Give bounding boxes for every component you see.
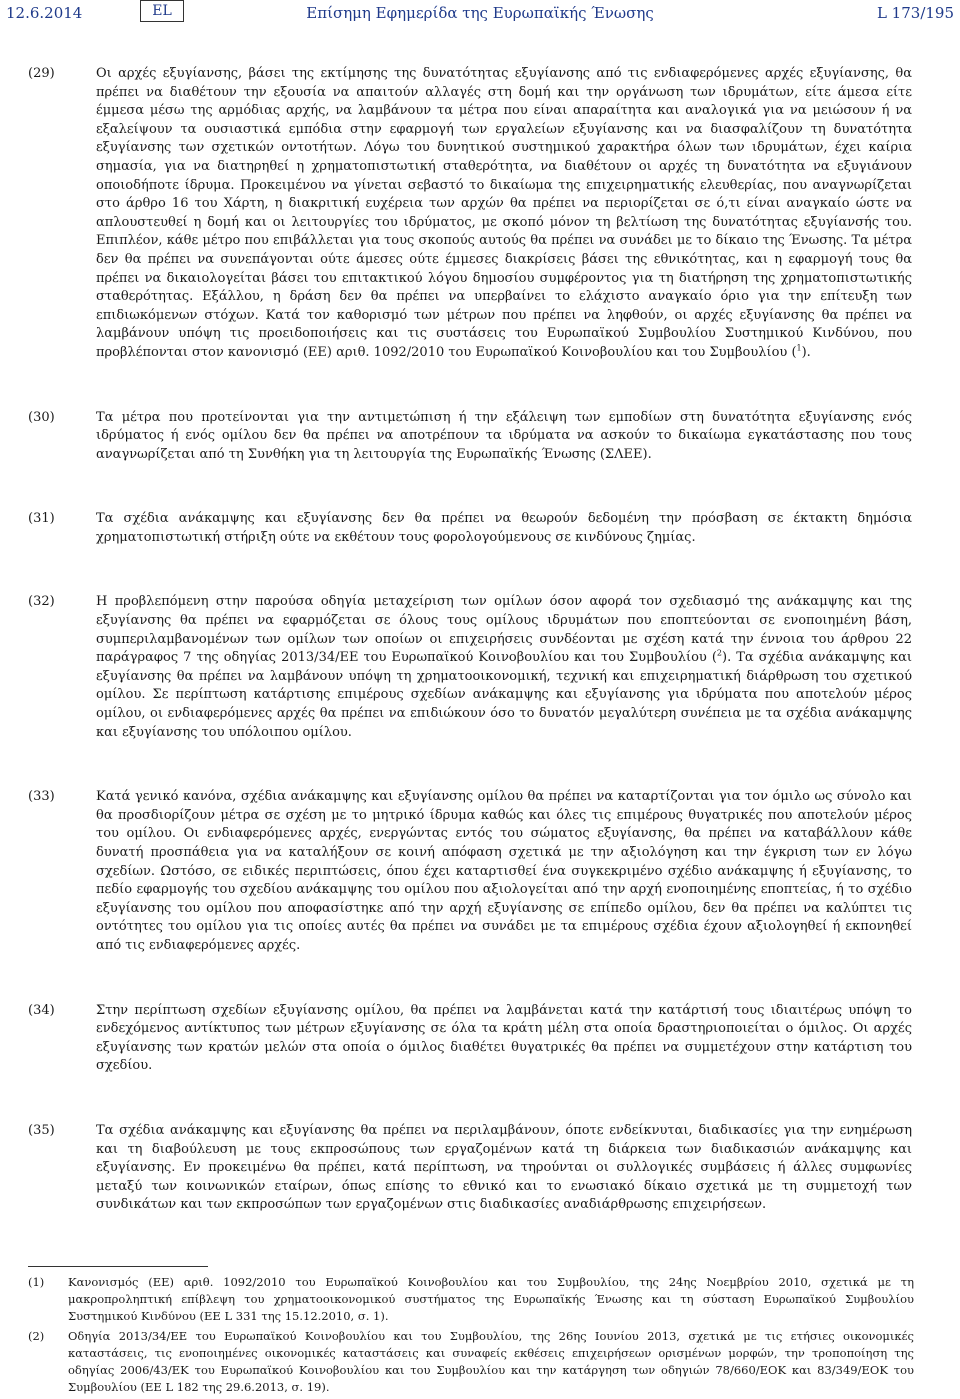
recital-33 [0, 788, 960, 955]
recital-text: Στην περίπτωση σχεδίων εξυγίανσης ομίλου, θα πρέπει να λαμβάνεται κατά την κατάρτισή τους ιδιαιτέρως υπόψη το ενδεχόμενος αντίκτυπος των μέτρων εξυγίανσης σε όλα τα κράτη μέλη στα οποία δραστηριοποιείται ο όμιλος. Οι αρχές εξυγίανσης των κρατών μελών στα οποία ο όμιλος διαθέτει θυγατρικές θα πρέπει να συμμετέχουν στην κατάρτιση του σχεδίου. [96, 1002, 912, 1074]
recital-text: Τα σχέδια ανάκαμψης και εξυγίανσης δεν θα πρέπει να θεωρούν δεδομένη την πρόσβαση σε έκτακτη δημόσια χρηματοπιστωτική στήριξη ούτε να εκθέτουν τους φορολογούμενους σε κινδύνους ζημίας. [96, 511, 912, 545]
recital-32 [0, 593, 960, 742]
recital-35 [0, 1122, 960, 1215]
publication-date: 12.6.2014 [6, 4, 83, 22]
recital-number: (32) [28, 594, 55, 610]
footnote-ref[interactable]: 2 [716, 648, 723, 658]
footnote-mark: (1) [28, 1275, 45, 1289]
journal-title: Επίσημη Εφημερίδα της Ευρωπαϊκής Ένωσης [306, 4, 654, 22]
page-header [0, 0, 960, 30]
recital-31 [0, 510, 960, 547]
recital-text: Η προβλεπόμενη στην παρούσα οδηγία μεταχείριση των ομίλων όσον αφορά τον σχεδιασμό της ανάκαμψης και της εξυγίανσης θα πρέπει να εφαρμόζεται σε όλους τους ομίλους ιδρυμάτων που εποπτεύονται σε ενοποιημένη βάση, συμπεριλαμβανομένων των ομίλων των οποίων οι επιχειρήσεις συνδέονται με σχέση κατά την έννοια του άρθρου 22 παράγραφος 7 της οδηγίας 2013/34/ΕΕ του Ευρωπαϊκού Κοινοβουλίου και του Συμβουλίου ($^2$). Τα σχέδια ανάκαμψης και εξυγίανσης θα πρέπει να λαμβάνουν υπόψη τη χρηματοοικονομική, τεχνική και επιχειρηματική διάρθρωση του σχετικού ομίλου. Σε περίπτωση κατάρτισης επιμέρους σχεδίων ανάκαμψης και εξυγίανσης για ιδρύματα που αποτελούν μέρος ομίλου, οι ενδιαφερόμενες αρχές θα πρέπει να επιδιώκουν όσο το δυνατόν μεγαλύτερη συνέπεια με τα σχέδια ανάκαμψης και εξυγίανσης του υπόλοιπου ομίλου. [96, 594, 912, 740]
recital-number: (35) [28, 1122, 55, 1138]
recital-30 [0, 409, 960, 465]
footnote-2 [28, 1328, 918, 1396]
recital-text: Τα σχέδια ανάκαμψης και εξυγίανσης θα πρέπει να περιλαμβάνουν, όποτε ενδείκνυται, διαδικασίες για την ενημέρωση και τη διαβούλευση με τους εκπροσώπους των εργαζομένων κατά τη διάρκεια των διαδικασιών ανάκαμψης και εξυγίανσης. Εν προκειμένω θα πρέπει, κατά περίπτωση, να τηρούνται οι συλλογικές συμβάσεις ή άλλες συμφωνίες μεταξύ των κοινωνικών εταίρων, όπως επίσης το εθνικό και το ενωσιακό δίκαιο σχετικά με τη συμμετοχή των συνδικάτων και των εκπροσώπων των εργαζομένων στις διαδικασίες αναδιάρθρωσης επιχειρήσεων. [96, 1122, 912, 1213]
language-code-box: EL [140, 0, 184, 22]
recital-number: (31) [28, 511, 55, 527]
recital-text: Τα μέτρα που προτείνονται για την αντιμετώπιση ή την εξάλειψη των εμποδίων στη δυνατότητα εξυγίανσης ενός ιδρύματος ή ενός ομίλου δεν θα πρέπει να αποτρέπουν τα ιδρύματα να ασκούν το δικαίωμα εγκατάστασης που τους αναγνωρίζεται από τη Συνθήκη για τη λειτουργία της Ευρωπαϊκής Ένωσης (ΣΛΕΕ). [96, 409, 912, 462]
recital-number: (34) [28, 1002, 55, 1018]
recital-number: (33) [28, 789, 55, 805]
footnote-1 [28, 1274, 918, 1325]
document-body [0, 65, 960, 1215]
recital-text: Κατά γενικό κανόνα, σχέδια ανάκαμψης και εξυγίανσης ομίλου θα πρέπει να καταρτίζονται για τον όμιλο ως σύνολο και θα προσδιορίζουν μέτρα σε σχέση με το μητρικό ίδρυμα καθώς και όλες τις επιμέρους θυγατρικές που αποτελούν μέρος του ομίλου. Οι ενδιαφερόμενες αρχές, ενεργώντας εντός του σώματος εξυγίανσης, θα πρέπει να καταβάλλουν κάθε δυνατή προσπάθεια για να καταλήξουν σε κοινή απόφαση σχετικά με την αξιολόγηση και την έγκριση των εν λόγω σχεδίων. Ωστόσο, σε ειδικές περιπτώσεις, όπου έχει καταρτισθεί ένα συγκεκριμένο σχέδιο ανάκαμψης ή εξυγίανσης, το πεδίο εφαρμογής του σχεδίου ανάκαμψης του ομίλου που αξιολογείται από την αρχή ενοποιημένης εποπτείας, ή το σχέδιο εξυγίανσης του ομίλου που αποφασίστηκε από την αρχή εξυγίανσης σε επίπεδο ομίλου, δεν θα πρέπει να καλύπτει τις οντότητες του ομίλου για τις οποίες αυτές θα πρέπει να συνάδει με τα επιμέρους σχέδια έχουν αξιολογηθεί ή εκπονηθεί από τις ενδιαφερόμενες αρχές. [96, 789, 912, 953]
recital-29 [0, 65, 960, 363]
footnote-text: Κανονισμός (ΕΕ) αριθ. 1092/2010 του Ευρωπαϊκού Κοινοβουλίου και του Συμβουλίου, της 24ης Νοεμβρίου 2010, σχετικά με τη μακροπροληπτική επίβλεψη του χρηματοοικονομικού συστήματος της Ευρωπαϊκής Ένωσης και τη σύσταση Ευρωπαϊκού Συμβουλίου Συστημικού Κινδύνου (ΕΕ L 331 της 15.12.2010, σ. 1). [68, 1275, 914, 1323]
recital-number: (29) [28, 66, 55, 81]
footnote-text: Οδηγία 2013/34/ΕΕ του Ευρωπαϊκού Κοινοβουλίου και του Συμβουλίου, της 26ης Ιουνίου 2013, σχετικά με τις ετήσιες οικονομικές καταστάσεις, τις ενοποιημένες οικονομικές καταστάσεις και συναφείς εκθέσεις επιχειρήσεων ορισμένων μορφών, την τροποποίηση της οδηγίας 2006/43/ΕΚ του Ευρωπαϊκού Κοινοβουλίου και του Συμβουλίου και την κατάργηση των οδηγιών 78/660/ΕΟΚ και 83/349/ΕΟΚ του Συμβουλίου (ΕΕ L 182 της 29.6.2013, σ. 19). [68, 1329, 914, 1394]
footnote-separator [28, 1266, 208, 1267]
footnote-mark: (2) [28, 1329, 45, 1343]
recital-number: (30) [28, 409, 55, 425]
page-number: L 173/195 [876, 4, 954, 22]
footnote-ref[interactable]: 1 [796, 343, 802, 353]
recital-text: Οι αρχές εξυγίανσης, βάσει της εκτίμησης της δυνατότητας εξυγίανσης από τις ενδιαφερόμενες αρχές εξυγίανσης, θα πρέπει να διαθέτουν την εξουσία να απαιτούν αλλαγές στη δομή και την οργάνωση των ιδρυμάτων, είτε άμεσα είτε έμμεσα μέσω της αρμόδιας αρχής, να λαμβάνουν τα μέτρα που είναι απαραίτητα και αναλογικά για να μειώσουν ή να εξαλείψουν τα ουσιαστικά εμπόδια στην εφαρμογή των εργαλείων εξυγίανσης και να διασφαλίζουν τη δυνατότητα εξυγίανσης των σχετικών οντοτήτων. Λόγω του δυνητικού συστημικού χαρακτήρα όλων των ιδρυμάτων, έχει καίρια σημασία, για να διατηρηθεί η χρηματοπιστωτική σταθερότητα, να διαθέτουν οι αρχές τη δυνατότητα να εξυγιάνουν οποιοδήποτε ίδρυμα. Προκειμένου να γίνεται σεβαστό το δικαίωμα της επιχειρηματικής ελευθερίας, που αναγνωρίζεται στο άρθρο 16 του Χάρτη, η διακριτική ευχέρεια των αρχών θα πρέπει να περιορίζεται σε ό,τι είναι αναγκαίο ώστε να απλουστευθεί η δομή και οι λειτουργίες του ιδρύματος, με σκοπό μόνον τη βελτίωση της δυνατότητας εξυγίανσής του. Επιπλέον, κάθε μέτρο που επιβάλλεται για τους σκοπούς αυτούς θα πρέπει να συνάδει με το δίκαιο της Ένωσης. Τα μέτρα δεν θα πρέπει να συνεπάγονται ούτε άμεσες ούτε έμμεσες διακρίσεις βάσει της εθνικότητας, και η εφαρμογή τους θα πρέπει να δικαιολογείται βάσει του επιτακτικού λόγου δημοσίου συμφέροντος για τη διατήρηση της χρηματοπιστωτικής σταθερότητας. Εξάλλου, η δράση δεν θα πρέπει να υπερβαίνει το ελάχιστο αναγκαίο όριο για την επίτευξη των επιδιωκόμενων στόχων. Κατά τον καθορισμό των μέτρων που πρέπει να ληφθούν, οι αρχές εξυγίανσης θα πρέπει να λαμβάνουν υπόψη τις προειδοποιήσεις και τις συστάσεις του Ευρωπαϊκού Συμβουλίου Συστημικού Κινδύνου, που προβλέπονται στον κανονισμό (ΕΕ) αριθ. 1092/2010 του Ευρωπαϊκού Κοινοβουλίου και του Συμβουλίου ($^1$). [96, 66, 912, 360]
recital-34 [0, 1002, 960, 1076]
